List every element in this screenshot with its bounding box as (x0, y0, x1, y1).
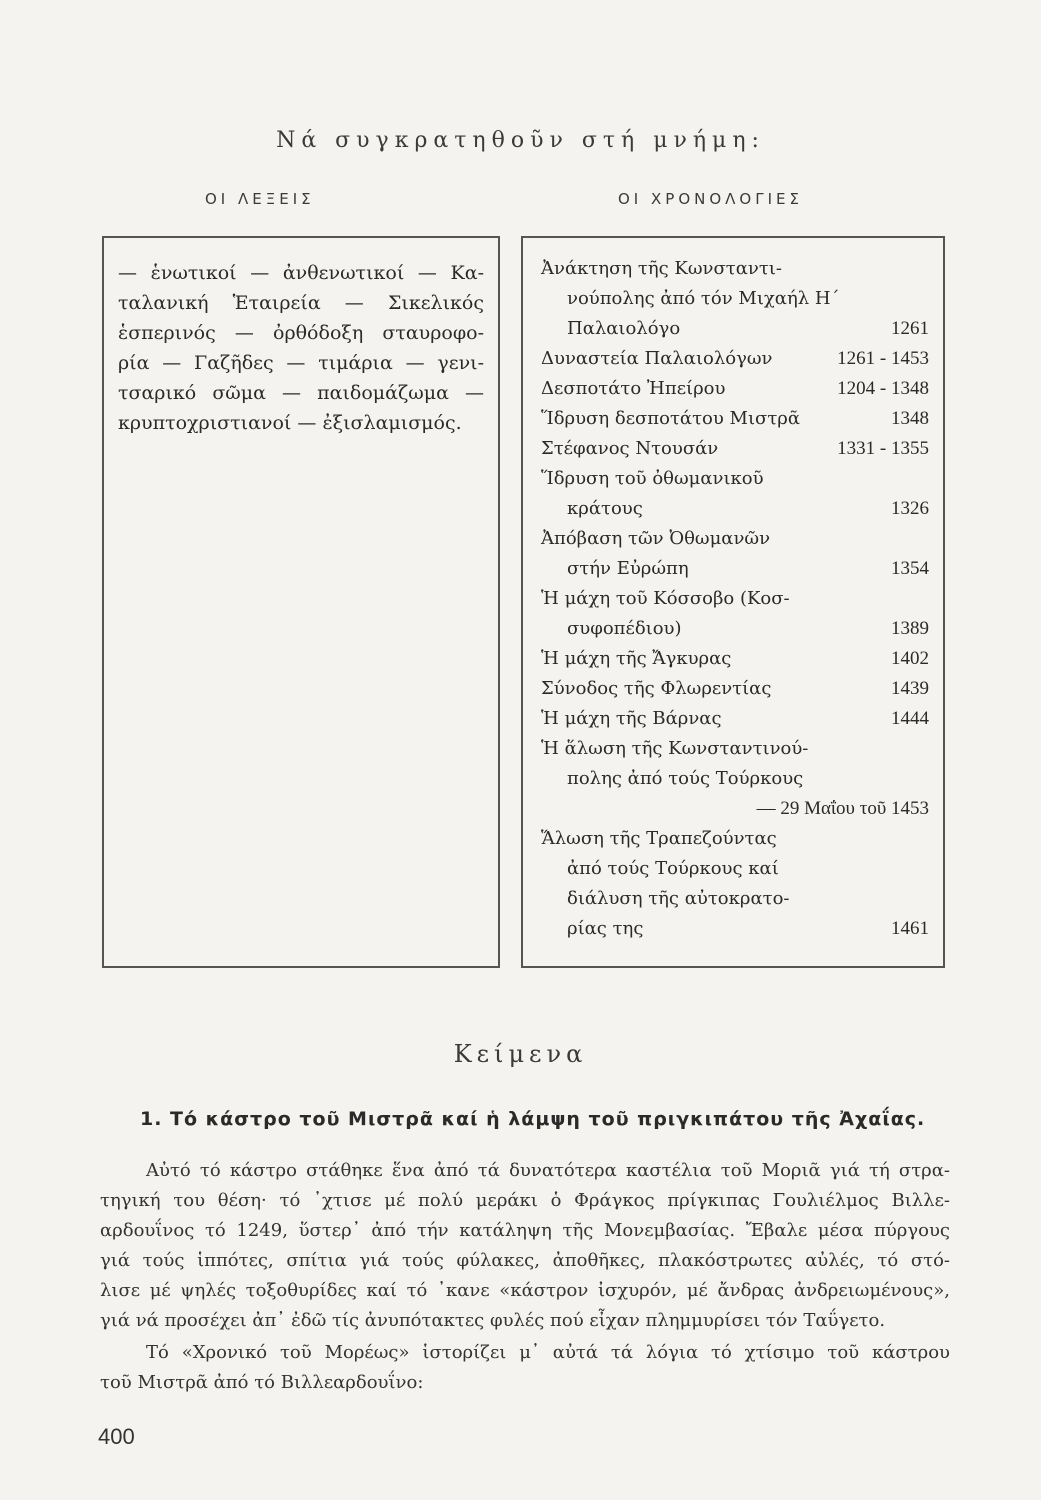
date-event: νούπολης ἀπό τόν Μιχαήλ Η΄ (567, 288, 840, 309)
words-line: ἑσπερινός — ὀρθόδοξη σταυροφο- (118, 322, 484, 344)
words-line: τσαρικό σῶμα — παιδομάζωμα — (118, 382, 484, 404)
words-column-header: ΟΙ ΛΕΞΕΙΣ (205, 190, 315, 208)
date-event: Ἵδρυση τοῦ ὀθωμανικοῦ (541, 468, 764, 489)
date-row (541, 254, 929, 284)
date-row (541, 824, 929, 854)
paragraph-line: Αὐτό τό κάστρο στάθηκε ἕνα ἀπό τά δυνατότερα καστέλια τοῦ Μοριᾶ γιά τή στρα- (146, 1160, 950, 1181)
date-event: Σύνοδος τῆς Φλωρεντίας (541, 678, 772, 699)
date-row (541, 554, 929, 584)
date-event: Ἀπόβαση τῶν Ὀθωμανῶν (541, 528, 771, 549)
date-event: Ἵδρυση δεσποτάτου Μιστρᾶ (541, 408, 801, 429)
date-event: διάλυση τῆς αὐτοκρατο- (567, 888, 790, 909)
date-event: Ἡ μάχη τῆς Βάρνας (541, 708, 722, 729)
date-year: 1444 (891, 708, 929, 729)
date-row (541, 704, 929, 734)
date-event: Δεσποτάτο Ἠπείρου (541, 378, 726, 399)
date-row (541, 464, 929, 494)
date-row (541, 584, 929, 614)
date-event: συφοπέδιου) (567, 618, 682, 639)
words-line: κρυπτοχριστιανοί — ἐξισλαμισμός. (118, 412, 462, 434)
words-line: ταλανική Ἑταιρεία — Σικελικός (118, 292, 484, 314)
date-year: 1326 (891, 498, 929, 519)
date-row (541, 914, 929, 944)
date-row (541, 284, 929, 314)
date-row (541, 854, 929, 884)
text-subtitle: 1. Τό κάστρο τοῦ Μιστρᾶ καί ἡ λάμψη τοῦ πριγκιπάτου τῆς Ἀχαΐας. (140, 1108, 926, 1130)
date-row (541, 644, 929, 674)
section-title: Κείμενα (453, 1040, 588, 1068)
date-event: Δυναστεία Παλαιολόγων (541, 348, 773, 369)
date-year: 1354 (891, 558, 929, 579)
date-year: 1331 - 1355 (837, 438, 929, 459)
words-line: ρία — Γαζῆδες — τιμάρια — γενι- (118, 352, 484, 374)
paragraph-line: γιά τούς ἱππότες, σπίτια γιά τούς φύλακες, ἀποθῆκες, πλακόστρωτες αὐλές, τό στό- (100, 1250, 950, 1271)
page-number: 400 (98, 1424, 135, 1449)
date-event: Παλαιολόγο (567, 318, 681, 339)
words-box (102, 236, 500, 968)
date-year: 1461 (891, 918, 929, 939)
paragraph-line: λισε μέ ψηλές τοξοθυρίδες καί τό ᾽κανε «κάστρον ἰσχυρόν, μέ ἄνδρας ἀνδρειωμένους», (100, 1280, 950, 1301)
date-row (541, 374, 929, 404)
date-event: Ἡ μάχη τῆς Ἄγκυρας (541, 648, 732, 669)
date-row (541, 794, 929, 824)
date-row (541, 434, 929, 464)
date-row (541, 524, 929, 554)
paragraph-line: τοῦ Μιστρᾶ ἀπό τό Βιλλεαρδουΐνο: (100, 1372, 424, 1393)
date-event: Ἡ ἅλωση τῆς Κωνσταντινού- (541, 738, 809, 759)
date-year: 1439 (891, 678, 929, 699)
date-row (541, 494, 929, 524)
date-row (541, 674, 929, 704)
date-event: Ἅλωση τῆς Τραπεζούντας (541, 828, 777, 849)
date-row (541, 884, 929, 914)
date-event: ἀπό τούς Τούρκους καί (567, 858, 779, 879)
date-event: στήν Εὐρώπη (567, 558, 689, 579)
date-row (541, 404, 929, 434)
paragraph-1 (100, 1156, 950, 1336)
date-row (541, 314, 929, 344)
date-year: 1389 (891, 618, 929, 639)
words-text (118, 258, 484, 438)
paragraph-2 (100, 1338, 950, 1398)
dates-column-header: ΟΙ ΧΡΟΝΟΛΟΓΙΕΣ (618, 190, 803, 208)
date-row (541, 614, 929, 644)
date-year: 1261 (891, 318, 929, 339)
date-year: — 29 Μαΐου τοῦ 1453 (756, 798, 929, 819)
date-year: 1204 - 1348 (837, 378, 929, 399)
date-event: Ἀνάκτηση τῆς Κωνσταντι- (541, 258, 782, 279)
date-event: Ἡ μάχη τοῦ Κόσσοβο (Κοσ- (541, 588, 790, 609)
paragraph-line: τηγική του θέση· τό ᾽χτισε μέ πολύ μεράκι ὁ Φράγκος πρίγκιπας Γουλιέλμος Βιλλε- (100, 1190, 950, 1211)
date-event: πολης ἀπό τούς Τούρκους (567, 768, 804, 789)
paragraph-line: Τό «Χρονικό τοῦ Μορέως» ἱστορίζει μ᾽ αὐτά τά λόγια τό χτίσιμο τοῦ κάστρου (146, 1342, 950, 1363)
page-heading: Νά συγκρατηθοῦν στή μνήμη: (276, 128, 765, 153)
date-row (541, 344, 929, 374)
date-year: 1402 (891, 648, 929, 669)
date-year: 1261 - 1453 (837, 348, 929, 369)
date-row (541, 734, 929, 764)
date-event: κράτους (567, 498, 643, 519)
words-line: — ἑνωτικοί — ἀνθενωτικοί — Κα- (118, 262, 484, 284)
date-event: ρίας της (567, 918, 644, 939)
date-event: Στέφανος Ντουσάν (541, 438, 719, 459)
date-row (541, 764, 929, 794)
paragraph-line: αρδουΐνος τό 1249, ὕστερ᾽ ἀπό τήν κατάληψη τῆς Μονεμβασίας. Ἔβαλε μέσα πύργους (100, 1220, 950, 1241)
date-year: 1348 (891, 408, 929, 429)
dates-box (521, 236, 945, 968)
paragraph-line: γιά νά προσέχει ἀπ᾽ ἐδῶ τίς ἀνυπότακτες φυλές πού εἶχαν πλημμυρίσει τόν Ταΰγετο. (100, 1310, 886, 1331)
